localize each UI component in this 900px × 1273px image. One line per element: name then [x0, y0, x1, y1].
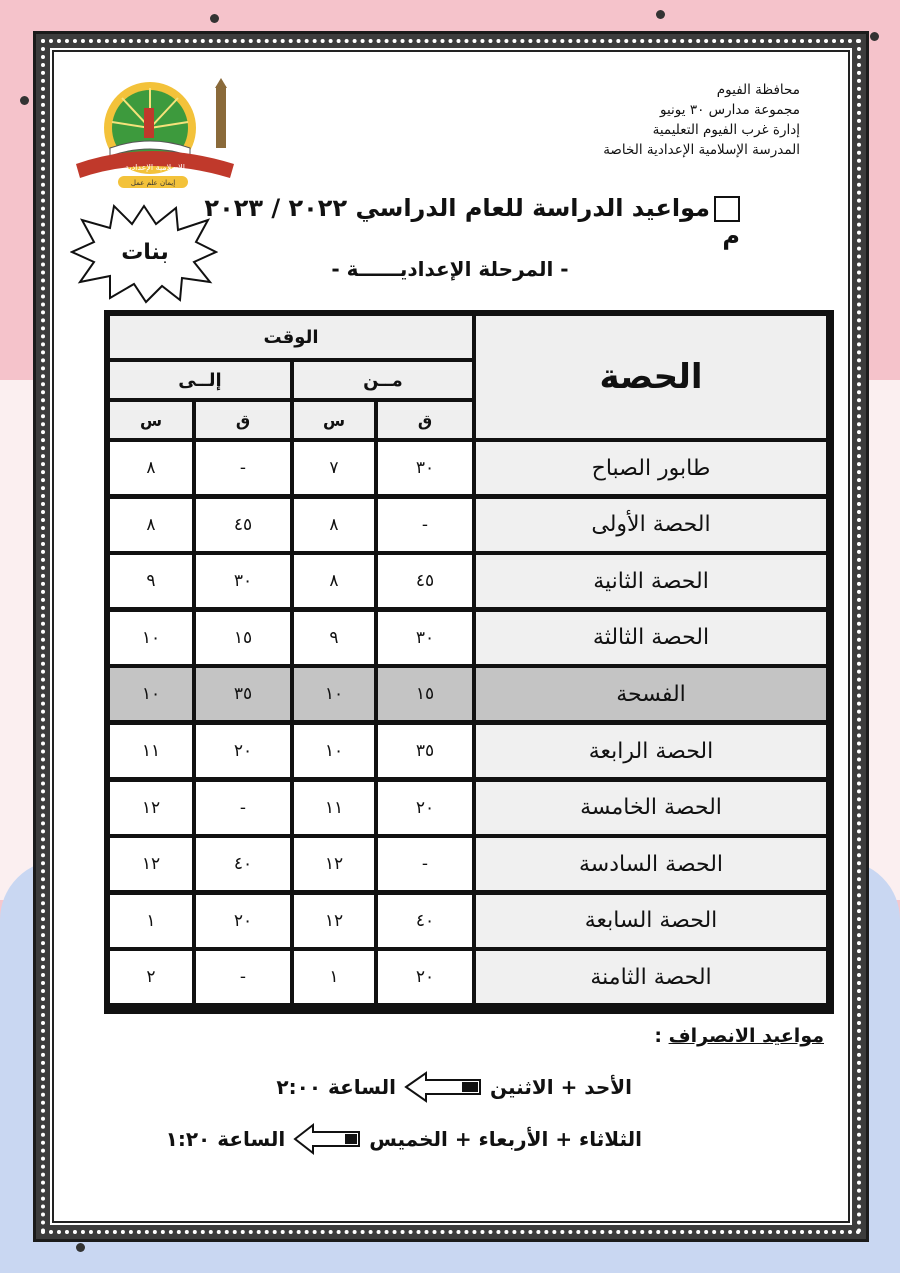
from-hours-cell: ٨ — [294, 499, 374, 551]
dismissal-title: مواعيد الانصراف : — [654, 1025, 824, 1047]
arrow-left-icon — [404, 1070, 482, 1104]
period-name: الحصة الثانية — [476, 555, 826, 607]
dismissal-days-1: الأحد + الاثنين — [490, 1075, 632, 1099]
header-group: مجموعة مدارس ٣٠ يونيو — [659, 102, 800, 118]
period-name: الحصة الثالثة — [476, 612, 826, 664]
to-minutes-cell: ٤٥ — [196, 499, 290, 551]
dismissal-line-2 — [166, 1122, 642, 1156]
from-hours-cell: ١٢ — [294, 895, 374, 947]
from-hours-cell: ١١ — [294, 782, 374, 834]
to-hours-cell: ١١ — [110, 725, 192, 777]
from-hours-cell: ١٠ — [294, 668, 374, 720]
from-minutes-cell: ٤٥ — [378, 555, 472, 607]
to-column-header: إلــى — [110, 362, 290, 398]
decor-dot — [76, 1243, 85, 1252]
to-hours-cell: ٨ — [110, 442, 192, 494]
decor-dot — [656, 10, 665, 19]
from-hours-cell: ٧ — [294, 442, 374, 494]
to-hours-cell: ١٠ — [110, 668, 192, 720]
from-minutes-cell: ٣٥ — [378, 725, 472, 777]
from-hours-cell: ١ — [294, 951, 374, 1003]
period-name: الفسحة — [476, 668, 826, 720]
header-school: المدرسة الإسلامية الإعدادية الخاصة — [603, 142, 800, 158]
period-name: الحصة الرابعة — [476, 725, 826, 777]
from-hours-cell: ٩ — [294, 612, 374, 664]
to-minutes-cell: - — [196, 782, 290, 834]
logo-ribbon-text: الإسلامية الإعدادية — [125, 163, 185, 172]
checkbox-icon — [714, 196, 740, 222]
from-minutes-cell: ٣٠ — [378, 612, 472, 664]
period-name: الحصة السابعة — [476, 895, 826, 947]
to-hours-header: س — [110, 402, 192, 438]
to-hours-cell: ٢ — [110, 951, 192, 1003]
decor-dot — [20, 96, 29, 105]
to-hours-cell: ١٠ — [110, 612, 192, 664]
to-minutes-cell: ٢٠ — [196, 895, 290, 947]
page-subtitle: - المرحلة الإعداديــــــة - — [331, 257, 569, 281]
dismissal-line-1 — [276, 1070, 632, 1104]
from-minutes-cell: ٣٠ — [378, 442, 472, 494]
schedule-table — [104, 310, 834, 1014]
from-minutes-cell: ٢٠ — [378, 782, 472, 834]
to-hours-cell: ١٢ — [110, 782, 192, 834]
header-administration: إدارة غرب الفيوم التعليمية — [652, 122, 800, 138]
dismissal-time-1: الساعة ٢:٠٠ — [276, 1075, 397, 1099]
to-minutes-cell: ٣٠ — [196, 555, 290, 607]
to-minutes-cell: - — [196, 951, 290, 1003]
to-minutes-cell: ٢٠ — [196, 725, 290, 777]
to-hours-cell: ١ — [110, 895, 192, 947]
header-governorate: محافظة الفيوم — [716, 82, 800, 98]
to-hours-cell: ٩ — [110, 555, 192, 607]
to-minutes-header: ق — [196, 402, 290, 438]
arrow-left-icon — [293, 1122, 361, 1156]
school-header — [500, 80, 800, 160]
girls-badge: بنات — [121, 240, 169, 265]
decor-dot — [210, 14, 219, 23]
from-hours-cell: ٨ — [294, 555, 374, 607]
page-title: مواعيد الدراسة للعام الدراسي ٢٠٢٢ / ٢٠٢٣ م — [204, 194, 740, 250]
from-minutes-cell: ١٥ — [378, 668, 472, 720]
from-minutes-cell: ٤٠ — [378, 895, 472, 947]
school-logo — [70, 78, 240, 190]
dismissal-days-2: الثلاثاء + الأربعاء + الخميس — [369, 1127, 642, 1151]
to-minutes-cell: ٣٥ — [196, 668, 290, 720]
from-hours-header: س — [294, 402, 374, 438]
to-minutes-cell: ٤٠ — [196, 838, 290, 890]
period-name: الحصة الثامنة — [476, 951, 826, 1003]
from-hours-cell: ١٠ — [294, 725, 374, 777]
period-column-header: الحصة — [476, 316, 826, 438]
to-hours-cell: ١٢ — [110, 838, 192, 890]
period-name: طابور الصباح — [476, 442, 826, 494]
period-name: الحصة السادسة — [476, 838, 826, 890]
from-minutes-cell: - — [378, 499, 472, 551]
to-minutes-cell: - — [196, 442, 290, 494]
logo-motto: إيمان علم عمل — [130, 179, 176, 187]
to-hours-cell: ٨ — [110, 499, 192, 551]
time-column-header: الوقت — [110, 316, 472, 358]
from-minutes-cell: ٢٠ — [378, 951, 472, 1003]
from-minutes-cell: - — [378, 838, 472, 890]
dismissal-time-2: الساعة ١:٢٠ — [165, 1127, 286, 1151]
to-minutes-cell: ١٥ — [196, 612, 290, 664]
from-minutes-header: ق — [378, 402, 472, 438]
decor-dot — [870, 32, 879, 41]
from-column-header: مــن — [294, 362, 472, 398]
period-name: الحصة الخامسة — [476, 782, 826, 834]
period-name: الحصة الأولى — [476, 499, 826, 551]
from-hours-cell: ١٢ — [294, 838, 374, 890]
